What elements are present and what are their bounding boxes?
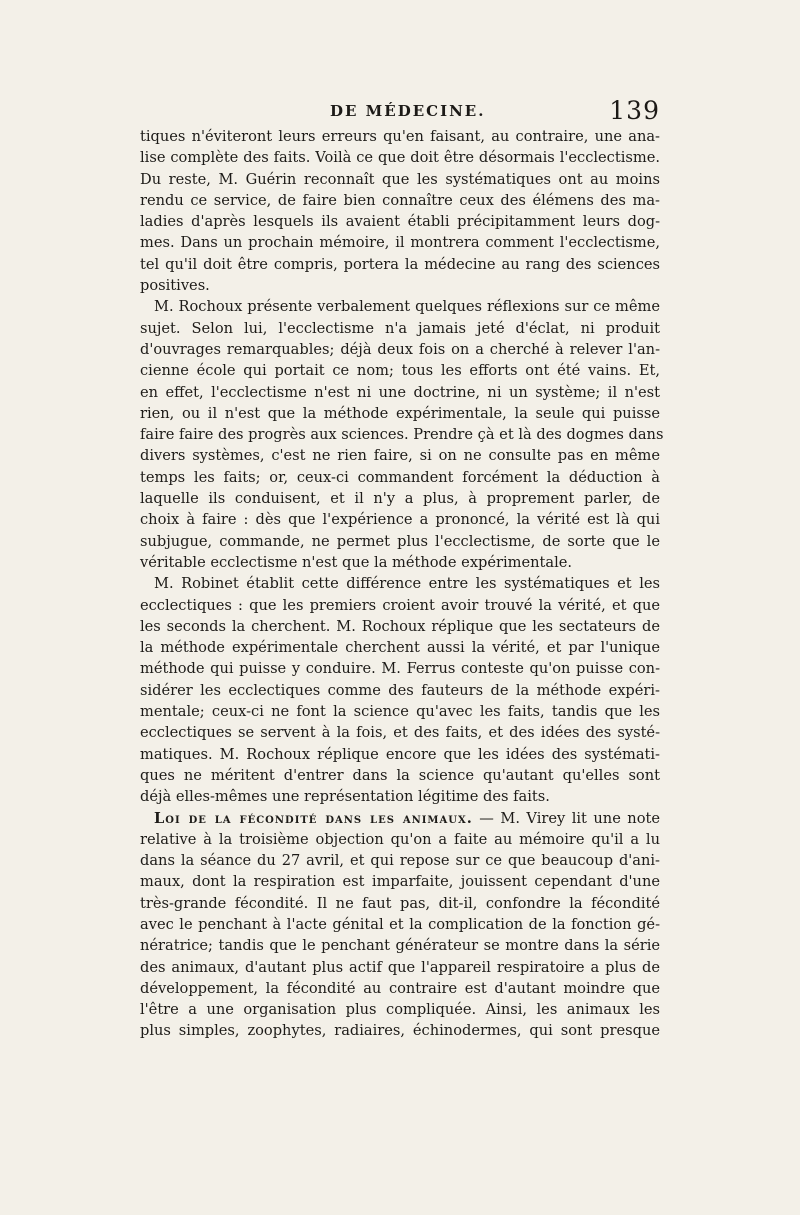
page-number: 139 bbox=[609, 96, 660, 125]
text-line: véritable ecclectisme n'est que la méthode expérimentale. bbox=[140, 553, 573, 571]
text-line: ladies d'après lesquels ils avaient établi précipitamment leurs dog- bbox=[140, 213, 660, 231]
section-first-line-text: — M. Virey lit une note bbox=[472, 809, 660, 827]
body-text bbox=[140, 126, 664, 1042]
running-title: DE MÉDECINE. bbox=[330, 102, 486, 120]
text-line: Du reste, M. Guérin reconnaît que les systématiques ont au moins bbox=[140, 170, 660, 188]
text-line: très-grande fécondité. Il ne faut pas, dit-il, confondre la fécondité bbox=[140, 894, 660, 912]
paragraph-3 bbox=[140, 573, 660, 807]
text-line: méthode qui puisse y conduire. M. Ferrus conteste qu'on puisse con- bbox=[140, 660, 660, 678]
text-line: nératrice; tandis que le penchant générateur se montre dans la série bbox=[140, 937, 660, 955]
text-line: lise complète des faits. Voilà ce que doit être désormais l'ecclectisme. bbox=[140, 149, 660, 167]
paragraph-2 bbox=[140, 296, 664, 573]
text-line: dans la séance du 27 avril, et qui repose sur ce que beaucoup d'ani- bbox=[140, 852, 660, 870]
text-line: laquelle ils conduisent, et il n'y a plus, à proprement parler, de bbox=[140, 490, 660, 508]
text-line: ecclectiques : que les premiers croient avoir trouvé la vérité, et que bbox=[140, 596, 660, 614]
text-line: choix à faire : dès que l'expérience a prononcé, la vérité est là qui bbox=[140, 511, 660, 529]
paragraph-1 bbox=[140, 126, 660, 296]
text-line: tiques n'éviteront leurs erreurs qu'en faisant, au contraire, une ana- bbox=[140, 128, 660, 145]
text-line: matiques. M. Rochoux réplique encore que les idées des systémati- bbox=[140, 745, 660, 763]
running-head bbox=[140, 96, 660, 126]
text-line: maux, dont la respiration est imparfaite, jouissent cependant d'une bbox=[140, 873, 660, 891]
text-line: positives. bbox=[140, 277, 210, 295]
section-first-line bbox=[140, 808, 660, 829]
text-line: relative à la troisième objection qu'on a faite au mémoire qu'il a lu bbox=[140, 830, 660, 848]
text-line: les seconds la cherchent. M. Rochoux réplique que les sectateurs de bbox=[140, 617, 660, 635]
text-line: l'être a une organisation plus compliquée. Ainsi, les animaux les bbox=[140, 1001, 660, 1019]
text-line: M. Robinet établit cette différence entre les systématiques et les bbox=[154, 575, 660, 593]
text-line: tel qu'il doit être compris, portera la médecine au rang des sciences bbox=[140, 255, 660, 273]
text-line: faire faire des progrès aux sciences. Prendre çà et là des dogmes dans bbox=[140, 426, 664, 444]
text-line: rendu ce service, de faire bien connaître ceux des élémens des ma- bbox=[140, 191, 660, 209]
text-line: la méthode expérimentale cherchent aussi la vérité, et par l'unique bbox=[140, 639, 660, 657]
section-fecondite bbox=[140, 808, 660, 1042]
text-line: divers systèmes, c'est ne rien faire, si on ne consulte pas en même bbox=[140, 447, 660, 465]
text-line: d'ouvrages remarquables; déjà deux fois on a cherché à relever l'an- bbox=[140, 340, 660, 358]
text-line: développement, la fécondité au contraire est d'autant moindre que bbox=[140, 979, 660, 997]
text-line: ques ne méritent d'entrer dans la science qu'autant qu'elles sont bbox=[140, 766, 660, 784]
section-heading: Loi de la fécondité dans les animaux. bbox=[154, 809, 473, 827]
text-line: cienne école qui portait ce nom; tous les efforts ont été vains. Et, bbox=[140, 362, 660, 380]
text-line: avec le penchant à l'acte génital et la complication de la fonction gé- bbox=[140, 915, 660, 933]
text-line: mes. Dans un prochain mémoire, il montrera comment l'ecclectisme, bbox=[140, 234, 660, 252]
text-line: ecclectiques se servent à la fois, et des faits, et des idées des systé- bbox=[140, 724, 660, 742]
text-line: des animaux, d'autant plus actif que l'appareil respiratoire a plus de bbox=[140, 958, 660, 976]
text-line: sidérer les ecclectiques comme des fauteurs de la méthode expéri- bbox=[140, 681, 660, 699]
text-line: mentale; ceux-ci ne font la science qu'avec les faits, tandis que les bbox=[140, 703, 660, 721]
text-line: M. Rochoux présente verbalement quelques réflexions sur ce même bbox=[154, 298, 660, 316]
text-line: temps les faits; or, ceux-ci commandent forcément la déduction à bbox=[140, 468, 660, 486]
text-line: déjà elles-mêmes une représentation légitime des faits. bbox=[140, 788, 550, 806]
text-line: subjugue, commande, ne permet plus l'ecclectisme, de sorte que le bbox=[140, 532, 660, 550]
text-line: en effet, l'ecclectisme n'est ni une doctrine, ni un système; il n'est bbox=[140, 383, 660, 401]
text-line: plus simples, zoophytes, radiaires, échinodermes, qui sont presque bbox=[140, 1022, 660, 1040]
text-line: sujet. Selon lui, l'ecclectisme n'a jamais jeté d'éclat, ni produit bbox=[140, 319, 660, 337]
text-line: rien, ou il n'est que la méthode expérimentale, la seule qui puisse bbox=[140, 404, 660, 422]
